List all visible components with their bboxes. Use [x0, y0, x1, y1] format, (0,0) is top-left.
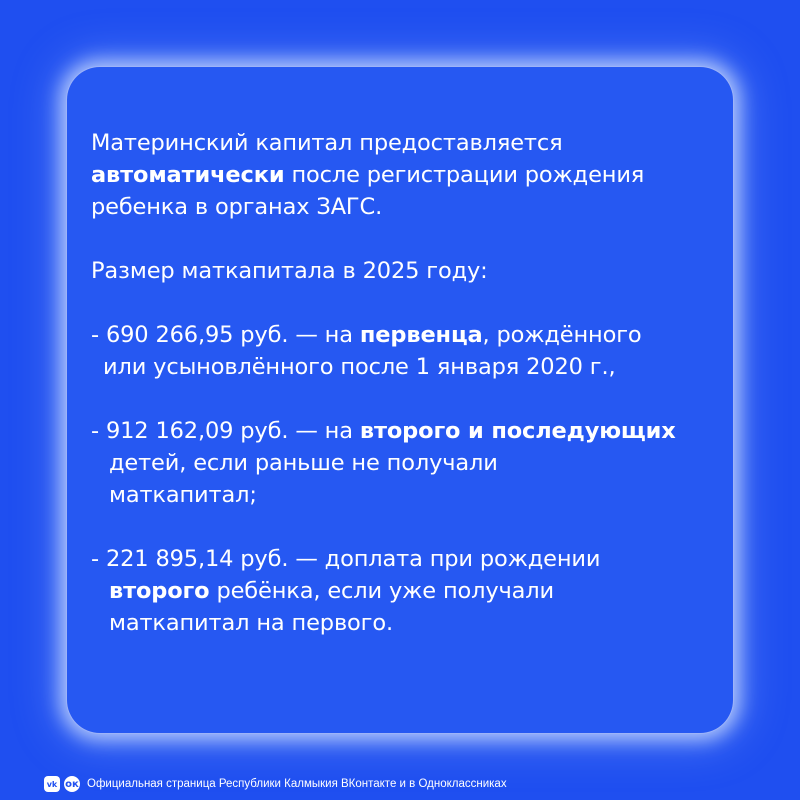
- item3-line2: [91, 575, 731, 607]
- p1-bold-automatic: автоматически: [91, 162, 285, 188]
- item2-bold: второго и последующих: [359, 418, 676, 444]
- item1-line1: [91, 319, 731, 351]
- footer: [44, 775, 507, 793]
- item2-line2: детей, если раньше не получали: [109, 450, 498, 476]
- item2-line1: [91, 415, 731, 447]
- item1-bold: первенца: [359, 322, 483, 348]
- item3-post: ребёнка, если уже получали: [209, 578, 555, 604]
- vk-icon[interactable]: vk: [44, 776, 60, 792]
- spacer: [91, 223, 731, 255]
- item1-post: , рождённого: [482, 322, 642, 348]
- item2-line3: маткапитал;: [109, 482, 257, 508]
- spacer: [91, 287, 731, 319]
- spacer: [91, 383, 731, 415]
- p1-line2: [91, 159, 731, 191]
- item3-line3: маткапитал на первого.: [109, 610, 393, 636]
- item2-pre: - 912 162,09 руб. — на: [91, 418, 360, 444]
- footer-text: Официальная страница Республики Калмыкия ВКонтакте и в Одноклассниках: [87, 778, 507, 790]
- item1-pre: - 690 266,95 руб. — на: [91, 322, 360, 348]
- item3-line1: - 221 895,14 руб. — доплата при рождении: [91, 546, 601, 572]
- p1-line2-rest: после регистрации рождения: [284, 162, 645, 188]
- item1-line2: или усыновлённого после 1 января 2020 г.,: [103, 354, 616, 380]
- item3-bold: второго: [109, 578, 210, 604]
- spacer: [91, 511, 731, 543]
- card-content: [91, 127, 731, 639]
- p1-line1: Материнский капитал предоставляется: [91, 130, 563, 156]
- ok-icon[interactable]: ок: [64, 776, 80, 792]
- p1-line3: ребенка в органах ЗАГС.: [91, 194, 383, 220]
- info-card: [66, 66, 734, 734]
- p2-line1: Размер маткапитала в 2025 году:: [91, 258, 488, 284]
